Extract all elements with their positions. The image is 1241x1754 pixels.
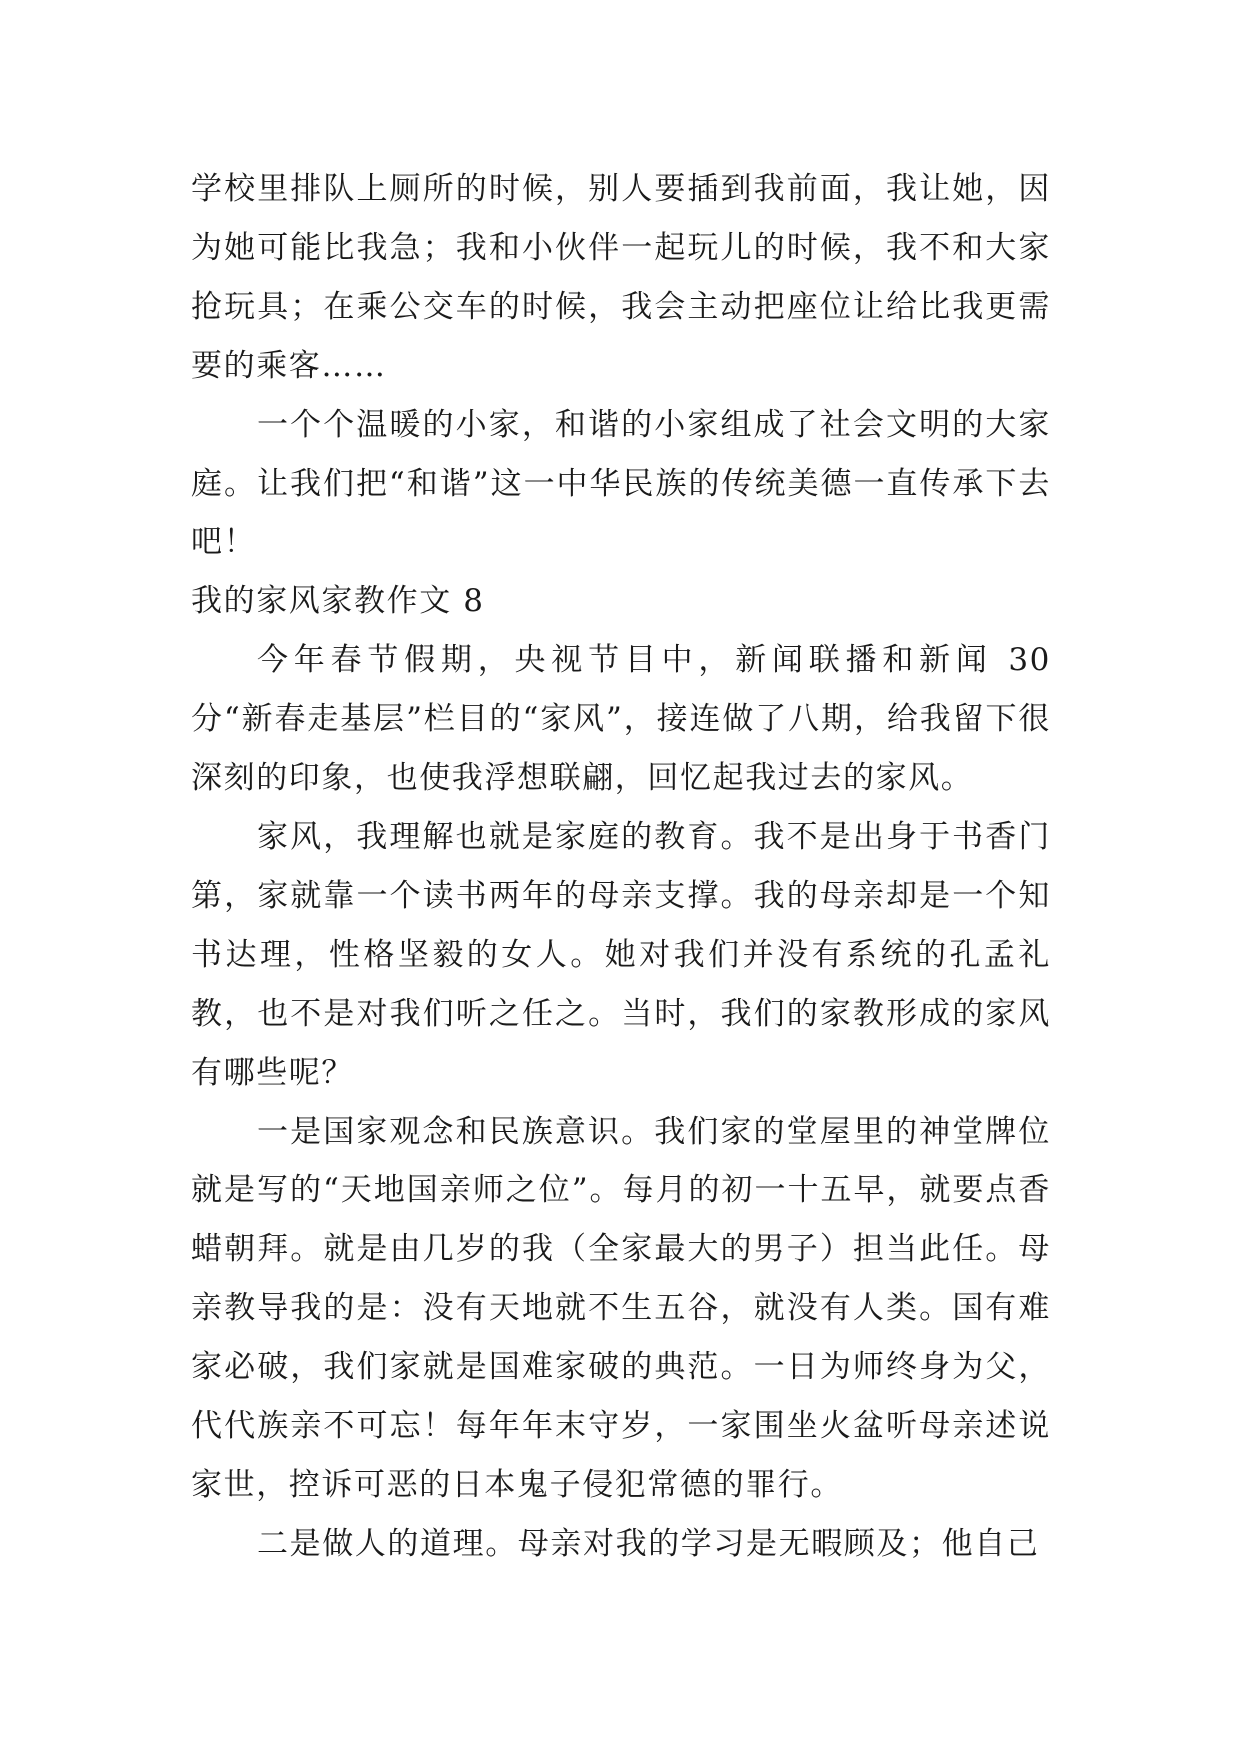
paragraph-principles-of-life: 二是做人的道理。母亲对我的学习是无暇顾及；他自己	[257, 1525, 1040, 1562]
paragraph-harmony-conclusion: 一个个温暖的小家，和谐的小家组成了社会文明的大家庭。让我们把“和谐”这一中华民族的传统美德一直传承下去吧！	[191, 406, 1051, 561]
paragraph-spring-festival: 今年春节假期，央视节目中，新闻联播和新闻 30 分“新春走基层”栏目的“家风”，接连做了八期，给我留下很深刻的印象，也使我浮想联翩，回忆起我过去的家风。	[191, 642, 1051, 797]
paragraph-family-education: 家风，我理解也就是家庭的教育。我不是出身于书香门第，家就靠一个读书两年的母亲支撑。我的母亲却是一个知书达理，性格坚毅的女人。她对我们并没有系统的孔孟礼教，也不是对我们听之任之。当时，我们的家教形成的家风有哪些呢？	[191, 818, 1051, 1091]
essay-heading: 我的家风家教作文 8	[191, 583, 485, 620]
paragraph-continuation: 学校里排队上厕所的时候，别人要插到我前面，我让她，因为她可能比我急；我和小伙伴一起玩儿的时候，我不和大家抢玩具；在乘公交车的时候，我会主动把座位让给比我更需要的乘客……	[191, 171, 1051, 384]
document-body	[191, 160, 1051, 1574]
paragraph-national-consciousness: 一是国家观念和民族意识。我们家的堂屋里的神堂牌位就是写的“天地国亲师之位”。每月的初一十五早，就要点香蜡朝拜。就是由几岁的我（全家最大的男子）担当此任。母亲教导我的是：没有天地就不生五谷，就没有人类。国有难家必破，我们家就是国难家破的典范。一日为师终身为父，代代族亲不可忘！每年年末守岁，一家围坐火盆听母亲述说家世，控诉可恶的日本鬼子侵犯常德的罪行。	[191, 1113, 1051, 1503]
